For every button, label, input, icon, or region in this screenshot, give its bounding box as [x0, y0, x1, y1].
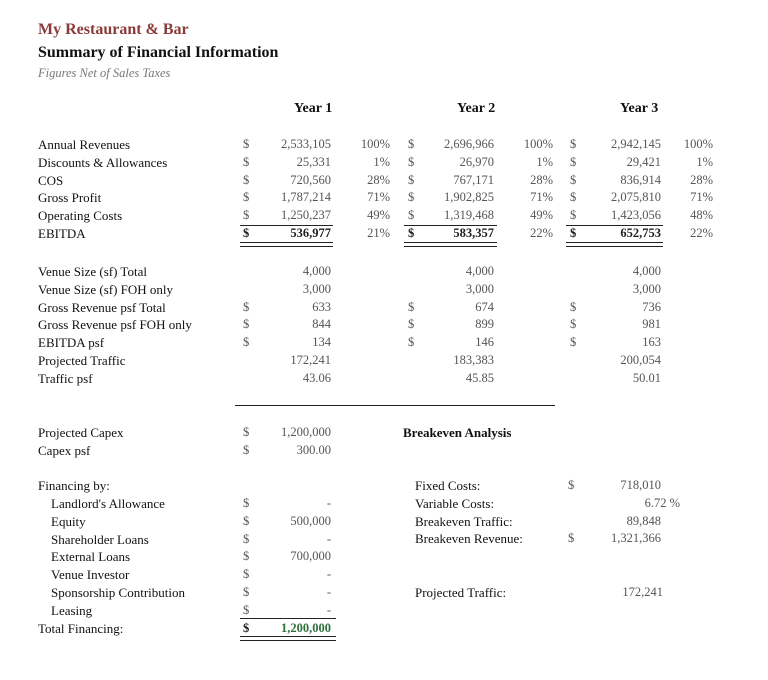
currency-symbol: $ — [243, 567, 250, 582]
percent-cell: 22% — [530, 226, 553, 240]
row-label: Fixed Costs: — [415, 478, 481, 493]
value-cell: - — [326, 602, 331, 617]
currency-symbol: $ — [243, 531, 250, 546]
value-cell: 26,970 — [459, 154, 494, 169]
year-2-header: Year 2 — [457, 101, 496, 116]
value-cell: 300.00 — [296, 442, 331, 457]
percent-cell: 1% — [536, 154, 553, 169]
currency-symbol: $ — [408, 299, 415, 314]
currency-symbol: $ — [570, 172, 577, 187]
year-3-header: Year 3 — [620, 101, 659, 116]
total-label: Total Financing: — [38, 620, 124, 636]
value-cell: - — [326, 567, 331, 582]
value-cell: 899 — [475, 317, 494, 332]
value-cell: 1,787,214 — [281, 190, 331, 205]
percent-cell: 49% — [530, 208, 553, 223]
value-cell: 2,533,105 — [281, 137, 331, 151]
row-label: Venue Size (sf) Total — [38, 264, 147, 279]
value-cell: 1,250,237 — [281, 208, 331, 223]
value-cell: 633 — [312, 299, 331, 314]
value-cell: 43.06 — [302, 370, 331, 385]
total-double-rule — [240, 242, 333, 247]
value-cell: - — [326, 585, 331, 599]
row-label: Venue Investor — [51, 567, 130, 583]
currency-symbol: $ — [570, 226, 577, 240]
subtotal-rule — [240, 225, 333, 226]
currency-symbol: $ — [243, 137, 250, 151]
currency-symbol: $ — [243, 299, 250, 314]
value-cell: 767,171 — [453, 172, 494, 187]
currency-symbol: $ — [408, 190, 415, 205]
value-cell: 3,000 — [632, 281, 661, 296]
percent-cell: 100% — [683, 137, 713, 151]
value-cell: 172,241 — [622, 585, 663, 599]
row-label: Venue Size (sf) FOH only — [38, 281, 174, 297]
currency-symbol: $ — [408, 154, 415, 169]
percent-cell: 21% — [367, 226, 390, 240]
row-label: Shareholder Loans — [51, 531, 149, 547]
currency-symbol: $ — [570, 299, 577, 314]
value-cell: - — [326, 496, 331, 510]
row-label: Annual Revenues — [38, 137, 131, 152]
currency-symbol: $ — [243, 317, 250, 332]
row-label: Leasing — [51, 602, 93, 618]
value-cell: - — [326, 531, 331, 546]
value-cell: 652,753 — [620, 226, 661, 240]
currency-symbol: $ — [243, 585, 250, 599]
currency-symbol: $ — [243, 425, 250, 439]
value-cell: 844 — [312, 317, 331, 332]
row-label: EBITDA psf — [38, 335, 105, 351]
currency-symbol: $ — [570, 208, 577, 223]
percent-cell: 100% — [523, 137, 553, 151]
total-double-rule — [240, 636, 336, 641]
breakeven-heading: Breakeven Analysis — [403, 425, 512, 440]
currency-symbol: $ — [570, 154, 577, 169]
row-label: Sponsorship Contribution — [51, 585, 185, 600]
currency-symbol: $ — [570, 335, 577, 350]
currency-symbol: $ — [408, 226, 415, 240]
value-cell: 2,942,145 — [611, 137, 661, 151]
report-title: Summary of Financial Information — [38, 44, 279, 61]
financing-heading: Financing by: — [38, 478, 110, 493]
percent-cell: 71% — [367, 190, 390, 205]
currency-symbol: $ — [243, 154, 250, 169]
row-label: Variable Costs: — [415, 495, 495, 511]
value-cell: 2,075,810 — [611, 190, 661, 205]
value-cell: 718,010 — [620, 478, 661, 492]
currency-symbol: $ — [408, 335, 415, 350]
value-cell: 1,902,825 — [444, 190, 494, 205]
report-note: Figures Net of Sales Taxes — [38, 66, 171, 80]
percent-cell: 22% — [690, 226, 713, 240]
row-label: EBITDA — [38, 226, 86, 241]
value-cell: 674 — [475, 299, 494, 314]
value-cell: 1,321,366 — [611, 531, 661, 546]
value-cell: 583,357 — [453, 226, 494, 240]
currency-symbol: $ — [243, 335, 250, 350]
row-label: Traffic psf — [38, 370, 93, 386]
row-label: Gross Revenue psf Total — [38, 299, 166, 315]
value-cell: 3,000 — [302, 281, 331, 296]
row-label: External Loans — [51, 549, 131, 565]
value-cell: 700,000 — [290, 549, 331, 564]
currency-symbol: $ — [568, 531, 575, 546]
value-cell: 3,000 — [465, 281, 494, 296]
currency-symbol: $ — [408, 137, 415, 151]
section-divider — [235, 405, 555, 406]
value-cell: 836,914 — [620, 172, 661, 187]
currency-symbol: $ — [408, 208, 415, 223]
value-cell: 163 — [642, 335, 661, 350]
percent-cell: 28% — [690, 172, 713, 187]
value-cell: 1,423,056 — [611, 208, 661, 223]
value-cell: 25,331 — [296, 154, 331, 169]
value-cell: 89,848 — [626, 513, 661, 528]
currency-symbol: $ — [570, 317, 577, 332]
currency-symbol: $ — [570, 137, 577, 151]
currency-symbol: $ — [408, 172, 415, 187]
percent-cell: 100% — [360, 137, 390, 151]
subtotal-rule — [240, 618, 336, 619]
value-cell: 146 — [475, 335, 494, 350]
row-label: Gross Revenue psf FOH only — [38, 317, 192, 333]
percent-cell: 48% — [690, 208, 713, 223]
value-cell: 29,421 — [626, 154, 661, 169]
total-value: 1,200,000 — [281, 620, 331, 635]
value-cell: 134 — [312, 335, 331, 350]
percent-cell: 49% — [367, 208, 390, 223]
row-label: COS — [38, 172, 64, 188]
value-cell: 4,000 — [465, 264, 494, 278]
value-cell: 4,000 — [632, 264, 661, 278]
currency-symbol: $ — [243, 190, 250, 205]
percent-cell: 71% — [690, 190, 713, 205]
value-cell: 200,054 — [620, 353, 661, 367]
row-label: Discounts & Allowances — [38, 154, 168, 170]
company-name: My Restaurant & Bar — [38, 21, 189, 38]
value-cell: 6.72 % — [644, 495, 680, 510]
currency-symbol: $ — [243, 208, 250, 223]
currency-symbol: $ — [243, 226, 250, 240]
total-double-rule — [566, 242, 663, 247]
value-cell: 981 — [642, 317, 661, 332]
year-1-header: Year 1 — [294, 101, 333, 116]
value-cell: 2,696,966 — [444, 137, 494, 151]
currency-symbol: $ — [243, 513, 250, 528]
percent-cell: 28% — [530, 172, 553, 187]
subtotal-rule — [404, 225, 497, 226]
currency-symbol: $ — [243, 602, 250, 617]
value-cell: 50.01 — [632, 370, 661, 385]
currency-symbol: $ — [243, 172, 250, 187]
value-cell: 736 — [642, 299, 661, 314]
value-cell: 1,319,468 — [444, 208, 494, 223]
row-label: Projected Traffic — [38, 353, 126, 368]
row-label: Landlord's Allowance — [51, 496, 165, 511]
percent-cell: 28% — [367, 172, 390, 187]
currency-symbol: $ — [243, 620, 250, 635]
value-cell: 720,560 — [290, 172, 331, 187]
value-cell: 1,200,000 — [281, 425, 331, 439]
percent-cell: 71% — [530, 190, 553, 205]
row-label: Projected Capex — [38, 425, 124, 440]
currency-symbol: $ — [243, 442, 250, 457]
value-cell: 183,383 — [453, 353, 494, 367]
total-double-rule — [404, 242, 497, 247]
currency-symbol: $ — [570, 190, 577, 205]
row-label: Operating Costs — [38, 208, 123, 224]
value-cell: 172,241 — [290, 353, 331, 367]
row-label: Breakeven Traffic: — [415, 513, 513, 529]
value-cell: 500,000 — [290, 513, 331, 528]
currency-symbol: $ — [243, 496, 250, 510]
currency-symbol: $ — [243, 549, 250, 564]
row-label: Capex psf — [38, 442, 91, 458]
row-label: Gross Profit — [38, 190, 102, 206]
value-cell: 45.85 — [465, 370, 494, 385]
currency-symbol: $ — [408, 317, 415, 332]
row-label: Projected Traffic: — [415, 585, 507, 600]
percent-cell: 1% — [696, 154, 713, 169]
value-cell: 4,000 — [302, 264, 331, 278]
currency-symbol: $ — [568, 478, 575, 492]
subtotal-rule — [566, 225, 663, 226]
value-cell: 536,977 — [290, 226, 331, 240]
row-label: Equity — [51, 513, 86, 529]
percent-cell: 1% — [373, 154, 390, 169]
row-label: Breakeven Revenue: — [415, 531, 523, 547]
